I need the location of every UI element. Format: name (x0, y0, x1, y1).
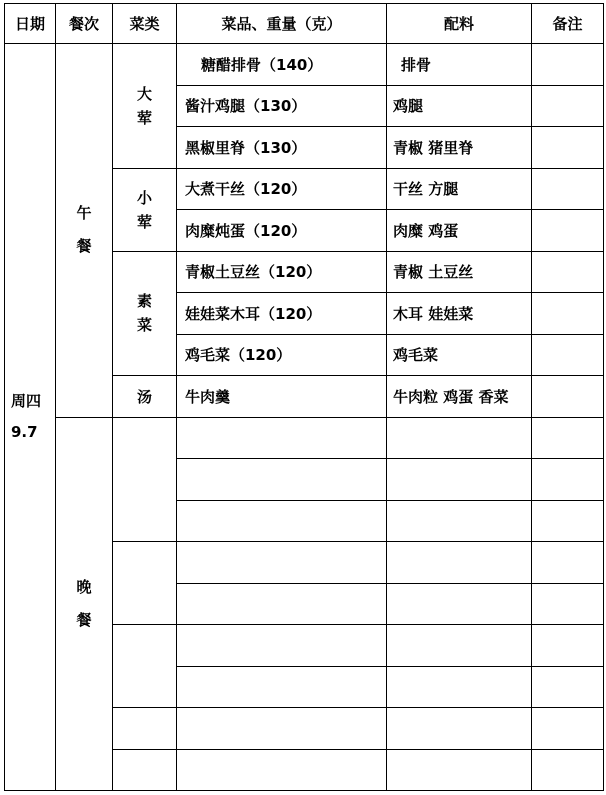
dish-cell: 糖醋排骨（140） (177, 44, 387, 86)
meal-dinner-char-2: 餐 (76, 610, 92, 629)
ingredient-cell: 牛肉粒 鸡蛋 香菜 (387, 376, 532, 418)
dish-cell (177, 708, 387, 750)
dish-cell (177, 459, 387, 501)
ingredient-cell (387, 749, 532, 791)
header-ingredients: 配料 (387, 4, 532, 44)
category-small-meat-char-2: 荤 (136, 212, 152, 231)
ingredient-cell: 排骨 (387, 44, 532, 86)
category-empty-cell (113, 625, 177, 708)
category-empty-cell (113, 708, 177, 750)
ingredient-cell (387, 459, 532, 501)
ingredient-cell: 鸡毛菜 (387, 334, 532, 376)
dish-cell (177, 542, 387, 584)
dish-cell: 鸡毛菜（120） (177, 334, 387, 376)
ingredient-cell: 青椒 土豆丝 (387, 251, 532, 293)
header-dish-weight: 菜品、重量（克） (177, 4, 387, 44)
ingredient-cell (387, 583, 532, 625)
ingredient-cell: 肉糜 鸡蛋 (387, 210, 532, 252)
category-vegetable-char-1: 素 (136, 292, 152, 311)
category-big-meat-char-1: 大 (136, 84, 152, 103)
category-vegetable-char-2: 菜 (136, 316, 152, 335)
category-empty-cell (113, 542, 177, 625)
notes-cell (532, 127, 604, 169)
notes-cell (532, 293, 604, 335)
meal-lunch-char-1: 午 (76, 204, 92, 223)
header-meal: 餐次 (56, 4, 113, 44)
category-soup: 汤 (113, 376, 177, 418)
header-row (5, 4, 604, 44)
category-big-meat-char-2: 荤 (136, 108, 152, 127)
notes-cell (532, 44, 604, 86)
notes-cell (532, 666, 604, 708)
dish-cell (177, 749, 387, 791)
notes-cell (532, 210, 604, 252)
notes-cell (532, 708, 604, 750)
date-cell (5, 44, 56, 791)
notes-cell (532, 168, 604, 210)
dish-cell: 青椒土豆丝（120） (177, 251, 387, 293)
category-big-meat (113, 44, 177, 169)
ingredient-cell (387, 625, 532, 667)
notes-cell (532, 749, 604, 791)
ingredient-cell: 鸡腿 (387, 85, 532, 127)
ingredient-cell: 木耳 娃娃菜 (387, 293, 532, 335)
menu-table (4, 3, 604, 791)
ingredient-cell (387, 666, 532, 708)
category-small-meat-char-1: 小 (136, 188, 152, 207)
dish-cell (177, 500, 387, 542)
ingredient-cell (387, 500, 532, 542)
dish-cell (177, 583, 387, 625)
dish-cell: 大煮干丝（120） (177, 168, 387, 210)
category-empty-cell (113, 749, 177, 791)
ingredient-cell: 青椒 猪里脊 (387, 127, 532, 169)
dish-cell: 酱汁鸡腿（130） (177, 85, 387, 127)
date-weekday: 周四 (11, 391, 42, 410)
notes-cell (532, 583, 604, 625)
dish-cell: 肉糜炖蛋（120） (177, 210, 387, 252)
header-category: 菜类 (113, 4, 177, 44)
dish-cell: 黑椒里脊（130） (177, 127, 387, 169)
ingredient-cell: 干丝 方腿 (387, 168, 532, 210)
notes-cell (532, 376, 604, 418)
dish-cell: 娃娃菜木耳（120） (177, 293, 387, 335)
meal-dinner-char-1: 晚 (76, 577, 92, 596)
header-date: 日期 (5, 4, 56, 44)
category-small-meat (113, 168, 177, 251)
ingredient-cell (387, 708, 532, 750)
notes-cell (532, 500, 604, 542)
notes-cell (532, 85, 604, 127)
notes-cell (532, 417, 604, 459)
dish-cell (177, 417, 387, 459)
table-row (5, 44, 604, 86)
category-empty-cell (113, 417, 177, 542)
notes-cell (532, 334, 604, 376)
table-row (5, 417, 604, 459)
dish-cell (177, 666, 387, 708)
ingredient-cell (387, 417, 532, 459)
meal-dinner-cell (56, 417, 113, 791)
notes-cell (532, 251, 604, 293)
notes-cell (532, 459, 604, 501)
meal-lunch-char-2: 餐 (76, 237, 92, 256)
ingredient-cell (387, 542, 532, 584)
notes-cell (532, 625, 604, 667)
dish-cell: 牛肉羹 (177, 376, 387, 418)
header-notes: 备注 (532, 4, 604, 44)
meal-lunch-cell (56, 44, 113, 418)
date-day: 9.7 (11, 423, 38, 441)
category-vegetable (113, 251, 177, 376)
dish-cell (177, 625, 387, 667)
notes-cell (532, 542, 604, 584)
